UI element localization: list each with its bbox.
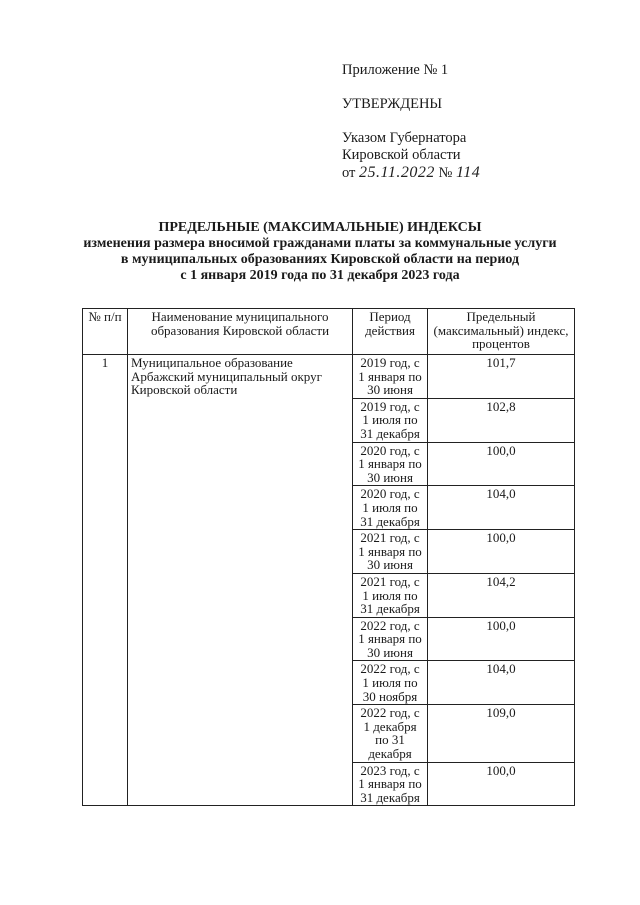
- appendix-label: Приложение № 1: [342, 62, 449, 78]
- header-index: Предельный (максимальный) индекс, процентов: [428, 309, 575, 355]
- index-cell: 100,0: [428, 617, 575, 661]
- title-line-3: в муниципальных образованиях Кировской области на период: [120, 252, 520, 267]
- index-cell: 104,2: [428, 573, 575, 617]
- index-cell: 100,0: [428, 530, 575, 574]
- decree-line-1: Указом Губернатора: [342, 130, 467, 146]
- table-body: [83, 355, 575, 806]
- title-line-1: ПРЕДЕЛЬНЫЕ (МАКСИМАЛЬНЫЕ) ИНДЕКСЫ: [158, 220, 482, 235]
- handwritten-number: 114: [455, 164, 481, 181]
- title-line-2: изменения размера вносимой гражданами платы за коммунальные услуги: [83, 236, 557, 251]
- header-name: Наименование муниципального образования Кировской области: [128, 309, 353, 355]
- table-header-row: [83, 309, 575, 355]
- index-cell: 102,8: [428, 398, 575, 442]
- period-cell: 2021 год, с 1 июля по 31 декабря: [353, 573, 428, 617]
- period-cell: 2019 год, с 1 июля по 31 декабря: [353, 398, 428, 442]
- period-cell: 2020 год, с 1 января по 30 июня: [353, 442, 428, 486]
- decree-line-2: Кировской области: [342, 147, 461, 163]
- period-cell: 2022 год, с 1 декабря по 31 декабря: [353, 705, 428, 762]
- index-cell: 101,7: [428, 355, 575, 399]
- index-table: [82, 308, 575, 806]
- index-cell: 104,0: [428, 486, 575, 530]
- period-cell: 2019 год, с 1 января по 30 июня: [353, 355, 428, 399]
- period-cell: 2021 год, с 1 января по 30 июня: [353, 530, 428, 574]
- approved-label: УТВЕРЖДЕНЫ: [342, 96, 443, 112]
- from-prefix: от: [342, 165, 356, 181]
- title-line-4: с 1 января 2019 года по 31 декабря 2023 года: [180, 268, 460, 283]
- header-period: Период действия: [353, 309, 428, 355]
- period-cell: 2020 год, с 1 июля по 31 декабря: [353, 486, 428, 530]
- period-cell: 2022 год, с 1 января по 30 июня: [353, 617, 428, 661]
- index-cell: 100,0: [428, 762, 575, 806]
- index-cell: 104,0: [428, 661, 575, 705]
- period-cell: 2022 год, с 1 июля по 30 ноября: [353, 661, 428, 705]
- approval-block: [342, 62, 602, 182]
- table-row: [83, 355, 575, 399]
- entity-number: 1: [83, 355, 128, 806]
- header-num: № п/п: [83, 309, 128, 355]
- index-cell: 100,0: [428, 442, 575, 486]
- decree-date-line: [342, 164, 602, 182]
- number-prefix: №: [438, 165, 453, 181]
- entity-name: Муниципальное образование Арбажский муниципальный округ Кировской области: [128, 355, 353, 806]
- document-title: [70, 220, 570, 284]
- period-cell: 2023 год, с 1 января по 31 декабря: [353, 762, 428, 806]
- handwritten-date: 25.11.2022: [359, 164, 435, 181]
- index-cell: 109,0: [428, 705, 575, 762]
